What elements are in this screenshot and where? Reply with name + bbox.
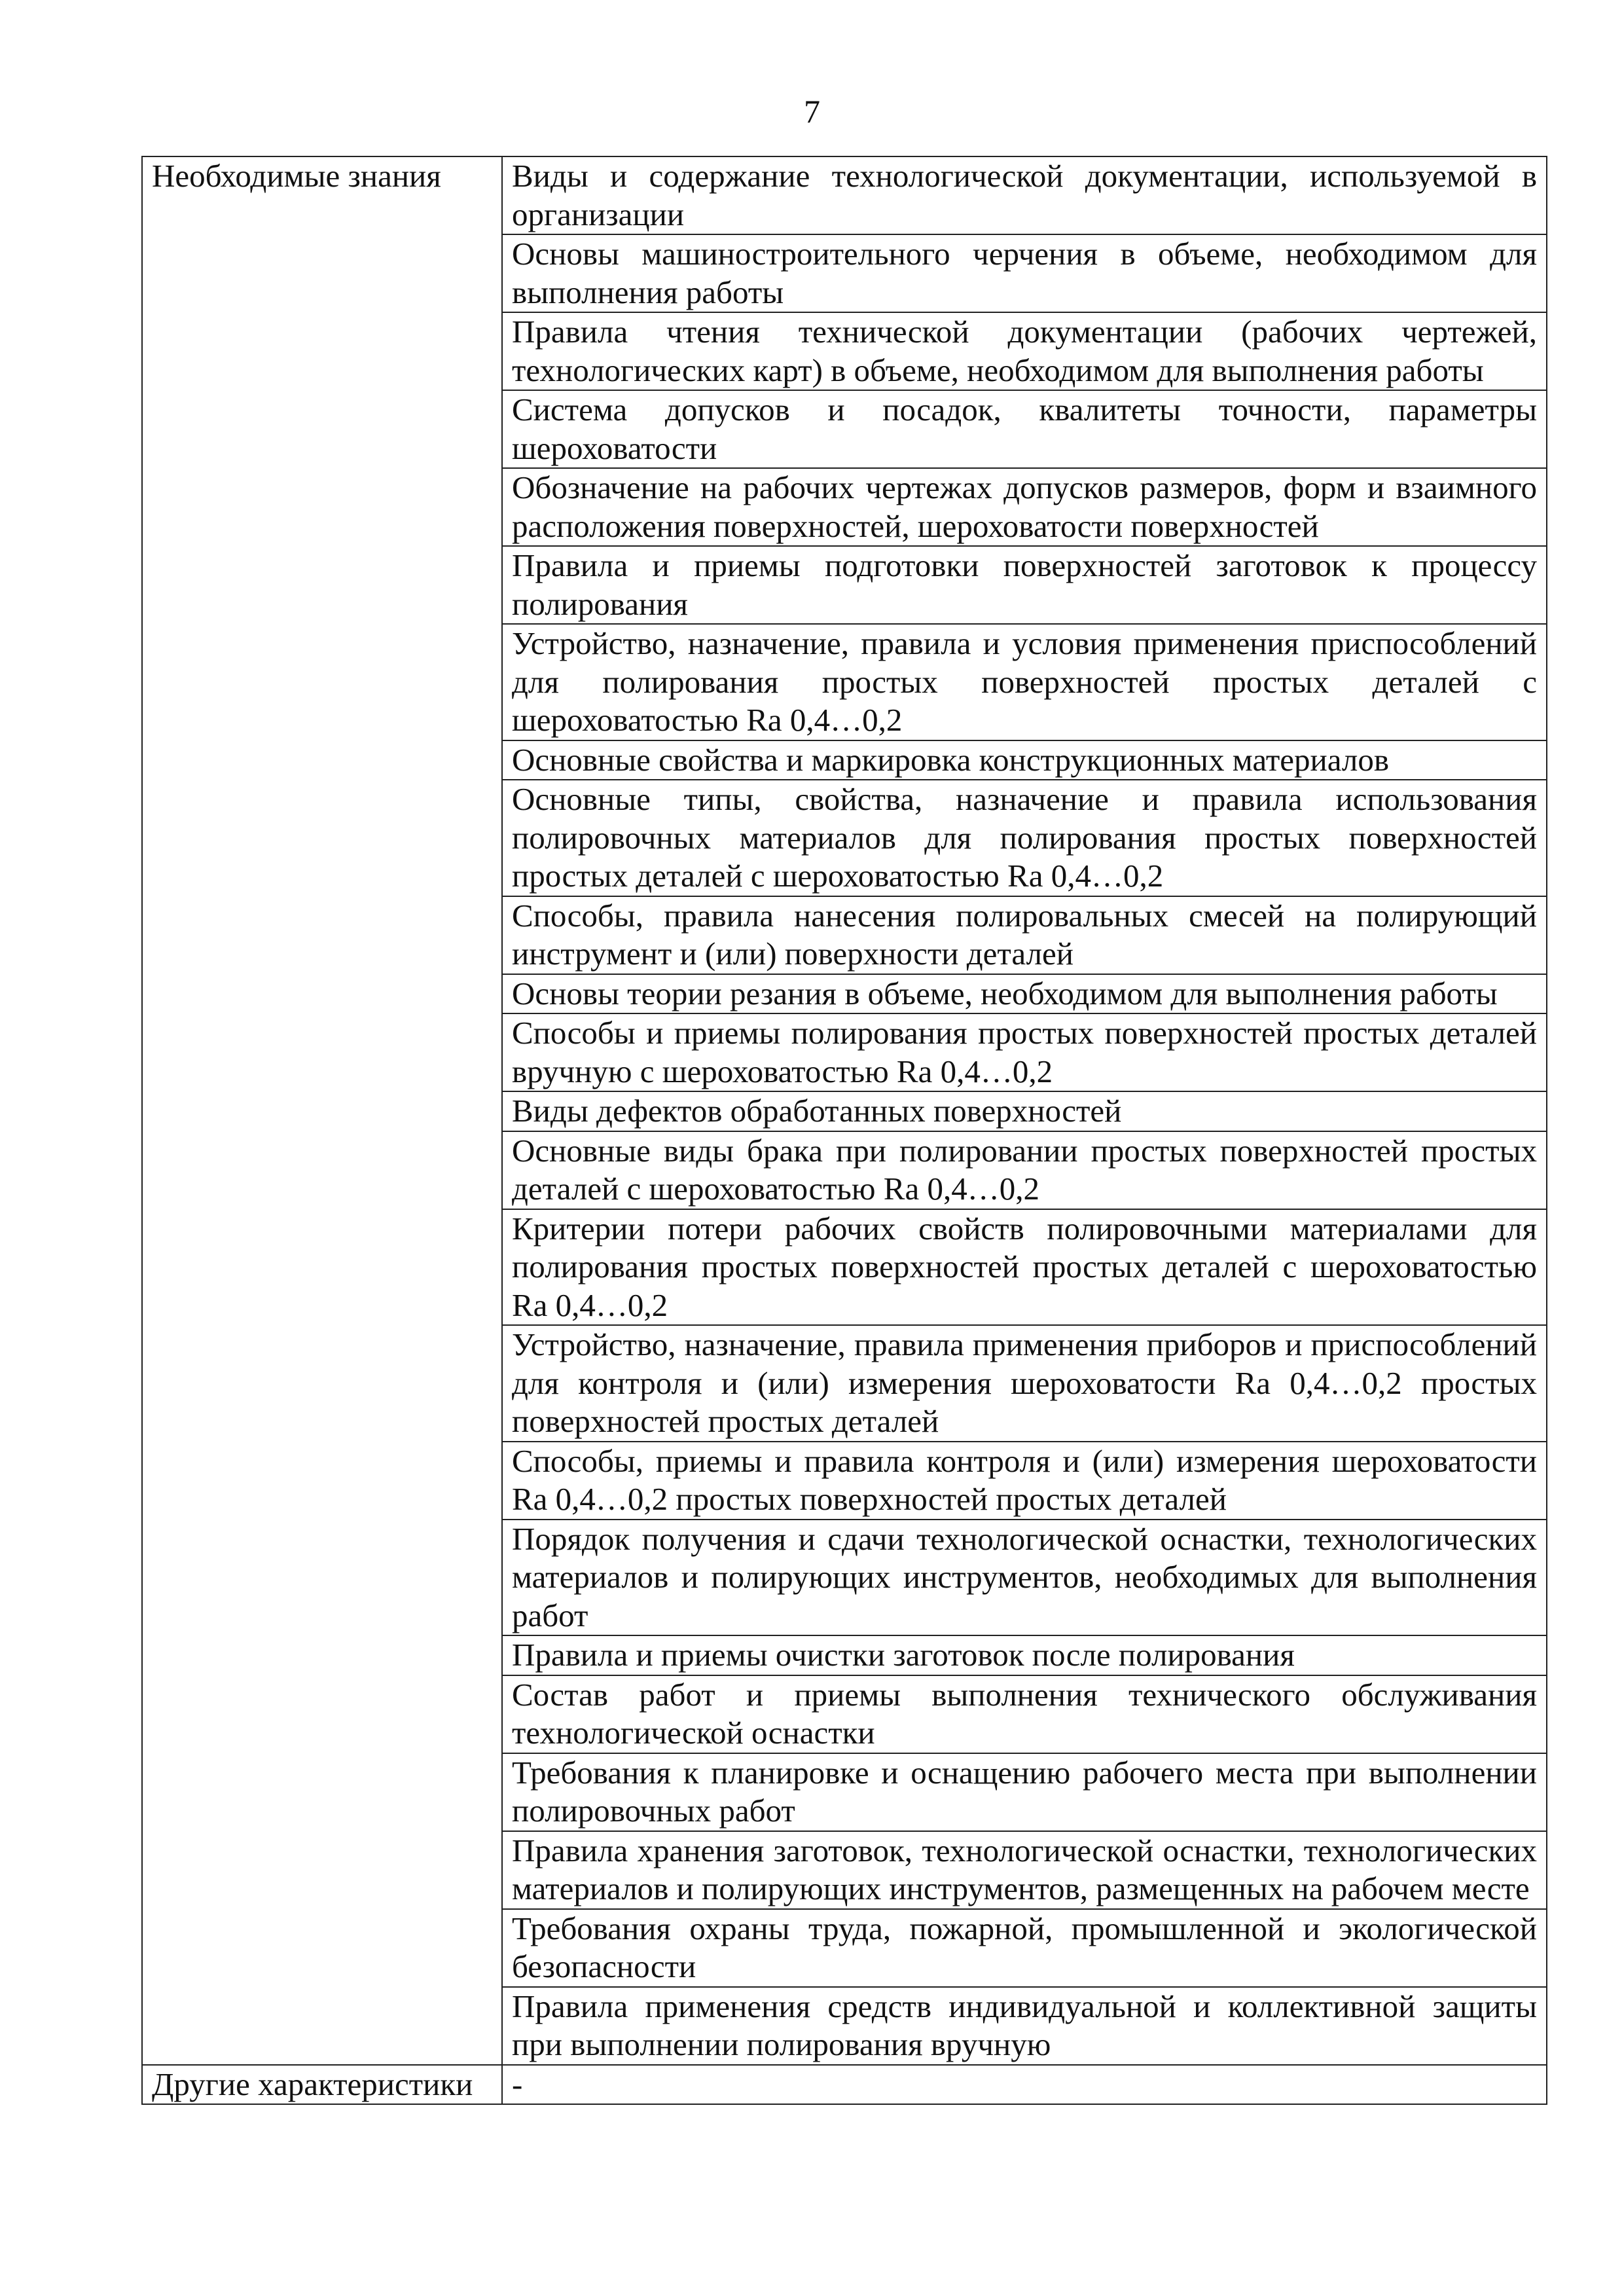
knowledge-item: Правила чтения технической документации (рабочих чертежей, технологических карт) в объеме, необходимом для выполнения работы (502, 312, 1547, 390)
knowledge-item: Критерии потери рабочих свойств полировочными материалами для полирования простых поверхностей простых деталей с шероховатостью Ra 0,4…0,2 (502, 1209, 1547, 1326)
other-characteristics-value: - (502, 2065, 1547, 2105)
table-row (142, 156, 1547, 234)
knowledge-item: Виды и содержание технологической документации, используемой в организации (502, 156, 1547, 234)
page-number: 7 (804, 93, 820, 130)
other-characteristics-label: Другие характеристики (142, 2065, 502, 2105)
knowledge-item: Основы теории резания в объеме, необходимом для выполнения работы (502, 974, 1547, 1014)
knowledge-item: Виды дефектов обработанных поверхностей (502, 1091, 1547, 1131)
requirements-table (141, 156, 1547, 2105)
knowledge-item: Правила и приемы подготовки поверхностей заготовок к процессу полирования (502, 546, 1547, 624)
knowledge-item: Основы машиностроительного черчения в объеме, необходимом для выполнения работы (502, 234, 1547, 312)
knowledge-item: Устройство, назначение, правила и условия применения приспособлений для полирования простых поверхностей простых деталей с шероховатостью Ra 0,4…0,2 (502, 624, 1547, 740)
table-row (142, 2065, 1547, 2105)
knowledge-item: Основные типы, свойства, назначение и правила использования полировочных материалов для полирования простых поверхностей простых деталей с шероховатостью Ra 0,4…0,2 (502, 780, 1547, 896)
knowledge-item: Обозначение на рабочих чертежах допусков размеров, форм и взаимного расположения поверхностей, шероховатости поверхностей (502, 468, 1547, 546)
knowledge-item: Основные виды брака при полировании простых поверхностей простых деталей с шероховатостью Ra 0,4…0,2 (502, 1131, 1547, 1209)
knowledge-item: Правила хранения заготовок, технологической оснастки, технологических материалов и полирующих инструментов, размещенных на рабочем месте (502, 1831, 1547, 1909)
knowledge-item: Требования к планировке и оснащению рабочего места при выполнении полировочных работ (502, 1753, 1547, 1831)
knowledge-item: Состав работ и приемы выполнения технического обслуживания технологической оснастки (502, 1675, 1547, 1753)
knowledge-item: Правила и приемы очистки заготовок после полирования (502, 1635, 1547, 1675)
knowledge-item: Правила применения средств индивидуальной и коллективной защиты при выполнении полирования вручную (502, 1987, 1547, 2065)
knowledge-item: Устройство, назначение, правила применения приборов и приспособлений для контроля и (или) измерения шероховатости Ra 0,4…0,2 простых поверхностей простых деталей (502, 1325, 1547, 1442)
knowledge-label: Необходимые знания (142, 156, 502, 2065)
knowledge-item: Способы, приемы и правила контроля и (или) измерения шероховатости Ra 0,4…0,2 простых поверхностей простых деталей (502, 1442, 1547, 1520)
knowledge-item: Основные свойства и маркировка конструкционных материалов (502, 740, 1547, 780)
knowledge-item: Способы, правила нанесения полировальных смесей на полирующий инструмент и (или) поверхности деталей (502, 896, 1547, 974)
knowledge-item: Способы и приемы полирования простых поверхностей простых деталей вручную с шероховатостью Ra 0,4…0,2 (502, 1013, 1547, 1091)
knowledge-item: Порядок получения и сдачи технологической оснастки, технологических материалов и полирующих инструментов, необходимых для выполнения работ (502, 1520, 1547, 1636)
knowledge-item: Система допусков и посадок, квалитеты точности, параметры шероховатости (502, 390, 1547, 468)
knowledge-item: Требования охраны труда, пожарной, промышленной и экологической безопасности (502, 1909, 1547, 1987)
